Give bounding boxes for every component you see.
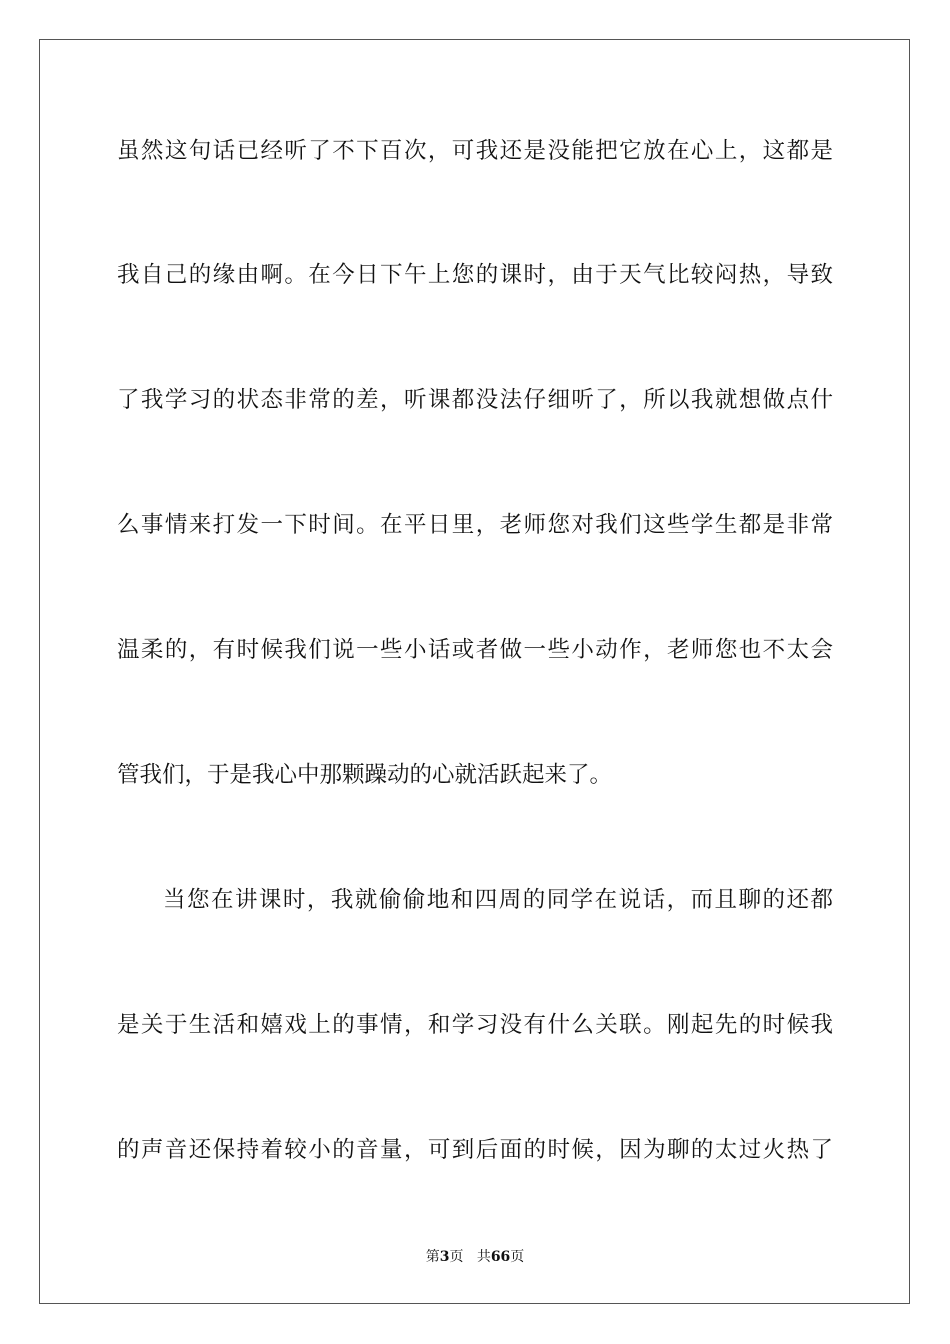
text-line-5: 温柔的，有时候我们说一些小话或者做一些小动作，老师您也不太会: [117, 637, 833, 663]
text-line-8: 是关于生活和嬉戏上的事情，和学习没有什么关联。刚起先的时候我: [117, 1012, 833, 1038]
text-line-2: 我自己的缘由啊。在今日下午上您的课时，由于天气比较闷热，导致: [117, 262, 833, 288]
page-border: [39, 39, 910, 1304]
footer-total-number: 66: [490, 1249, 511, 1265]
text-line-1: 虽然这句话已经听了不下百次，可我还是没能把它放在心上，这都是: [117, 138, 833, 164]
page-footer: [0, 1247, 950, 1267]
text-line-6: 管我们，于是我心中那颗躁动的心就活跃起来了。: [117, 762, 613, 788]
text-line-4: 么事情来打发一下时间。在平日里，老师您对我们这些学生都是非常: [117, 512, 833, 538]
text-line-9: 的声音还保持着较小的音量，可到后面的时候，因为聊的太过火热了: [117, 1137, 833, 1163]
footer-total-suffix: 页: [510, 1249, 525, 1265]
text-line-7: 当您在讲课时，我就偷偷地和四周的同学在说话，而且聊的还都: [163, 887, 833, 913]
text-line-3: 了我学习的状态非常的差，听课都没法仔细听了，所以我就想做点什: [117, 387, 833, 413]
footer-page-suffix: 页: [449, 1249, 464, 1265]
footer-page-prefix: 第: [425, 1249, 440, 1265]
footer-total-prefix: 共: [476, 1249, 491, 1265]
footer-page-number: 3: [439, 1249, 450, 1265]
